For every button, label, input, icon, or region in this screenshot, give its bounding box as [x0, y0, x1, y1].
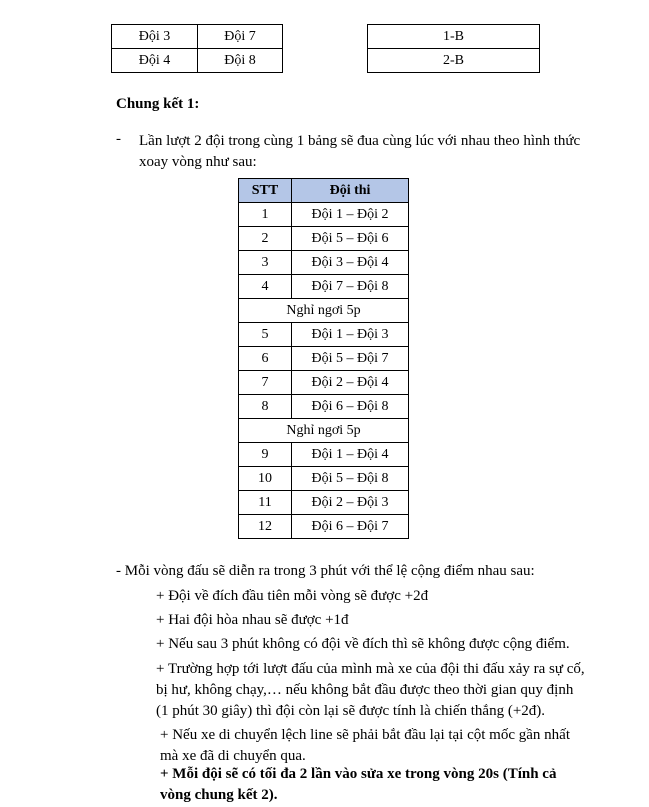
table-row	[239, 227, 409, 251]
rule-repair-line2: vòng chung kết 2).	[160, 787, 278, 803]
match-schedule-table	[238, 178, 409, 539]
schedule-body	[239, 203, 409, 539]
break-cell: Nghỉ ngơi 5p	[239, 299, 409, 323]
table-row	[239, 347, 409, 371]
match-teams-cell: Đội 3 – Đội 4	[292, 251, 409, 275]
table-row	[368, 49, 540, 73]
match-teams-cell: Đội 2 – Đội 4	[292, 371, 409, 395]
table-row	[239, 491, 409, 515]
rule-repair-line1: + Mỗi đội sẽ có tối đa 2 lần vào sửa xe trong vòng 20s (Tính cả	[160, 766, 557, 782]
match-teams-cell: Đội 5 – Đội 8	[292, 467, 409, 491]
match-teams-cell: Đội 7 – Đội 8	[292, 275, 409, 299]
intro-paragraph: Lần lượt 2 đội trong cùng 1 bảng sẽ đua cùng lúc với nhau theo hình thức xoay vòng như sau:	[139, 133, 581, 170]
rule-off-line-line1: + Nếu xe di chuyển lệch line sẽ phải bắt đầu lại tại cột mốc gần nhất	[160, 727, 570, 743]
column-header-stt: STT	[239, 179, 292, 203]
rule-first-finish: + Đội về đích đầu tiên mỗi vòng sẽ được +2đ	[156, 588, 429, 604]
match-teams-cell: Đội 2 – Đội 3	[292, 491, 409, 515]
rule-breakdown-line3: (1 phút 30 giây) thì đội còn lại sẽ được tính là chiến thắng (+2đ).	[156, 703, 546, 719]
match-number-cell: 11	[239, 491, 292, 515]
rule-breakdown-line2: bị hư, không chạy,… nếu không bắt đầu được theo thời gian quy định	[156, 682, 574, 698]
break-row	[239, 419, 409, 443]
table-cell: 1-B	[368, 25, 540, 49]
column-header-teams: Đội thi	[292, 179, 409, 203]
table-header-row	[239, 179, 409, 203]
table-row	[368, 25, 540, 49]
table-row	[239, 323, 409, 347]
match-number-cell: 10	[239, 467, 292, 491]
section-heading: Chung kết 1:	[116, 96, 200, 112]
table-cell: Đội 3	[112, 25, 198, 49]
group-label-table	[367, 24, 540, 73]
rule-no-finish: + Nếu sau 3 phút không có đội về đích thì sẽ không được cộng điểm.	[156, 636, 570, 652]
table-row	[112, 25, 283, 49]
match-number-cell: 1	[239, 203, 292, 227]
match-teams-cell: Đội 6 – Đội 8	[292, 395, 409, 419]
match-teams-cell: Đội 5 – Đội 6	[292, 227, 409, 251]
match-teams-cell: Đội 1 – Đội 2	[292, 203, 409, 227]
match-number-cell: 4	[239, 275, 292, 299]
match-number-cell: 3	[239, 251, 292, 275]
rule-draw: + Hai đội hòa nhau sẽ được +1đ	[156, 612, 349, 628]
break-row	[239, 299, 409, 323]
match-teams-cell: Đội 5 – Đội 7	[292, 347, 409, 371]
table-cell: Đội 8	[198, 49, 283, 73]
table-row	[239, 251, 409, 275]
table-row	[239, 515, 409, 539]
table-row	[239, 467, 409, 491]
table-row	[239, 203, 409, 227]
table-cell: Đội 7	[198, 25, 283, 49]
match-teams-cell: Đội 1 – Đội 4	[292, 443, 409, 467]
match-number-cell: 12	[239, 515, 292, 539]
match-number-cell: 6	[239, 347, 292, 371]
match-number-cell: 5	[239, 323, 292, 347]
match-number-cell: 9	[239, 443, 292, 467]
rule-breakdown-line1: + Trường hợp tới lượt đấu của mình mà xe của đội thi đấu xảy ra sự cố,	[156, 661, 585, 677]
match-teams-cell: Đội 6 – Đội 7	[292, 515, 409, 539]
bullet-dash: -	[116, 131, 121, 147]
table-row	[239, 443, 409, 467]
rules-intro: - Mỗi vòng đấu sẽ diễn ra trong 3 phút với thể lệ cộng điểm nhau sau:	[116, 563, 535, 579]
table-row	[239, 371, 409, 395]
team-group-table	[111, 24, 283, 73]
break-cell: Nghỉ ngơi 5p	[239, 419, 409, 443]
match-teams-cell: Đội 1 – Đội 3	[292, 323, 409, 347]
table-row	[112, 49, 283, 73]
table-row	[239, 395, 409, 419]
rule-off-line-line2: mà xe đã di chuyển qua.	[160, 748, 306, 764]
table-row	[239, 275, 409, 299]
table-cell: Đội 4	[112, 49, 198, 73]
match-number-cell: 8	[239, 395, 292, 419]
table-cell: 2-B	[368, 49, 540, 73]
match-number-cell: 7	[239, 371, 292, 395]
match-number-cell: 2	[239, 227, 292, 251]
